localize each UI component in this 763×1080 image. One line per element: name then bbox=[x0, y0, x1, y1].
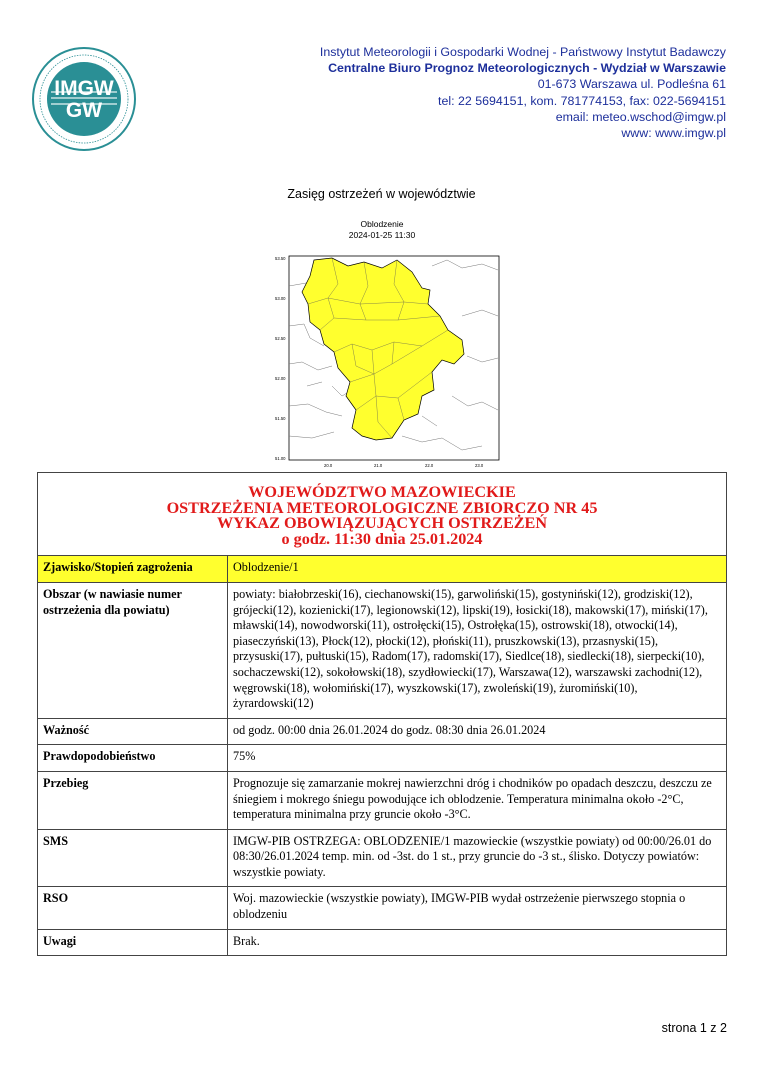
row-label: Prawdopodobieństwo bbox=[38, 745, 228, 772]
map-phenomenon: Oblodzenie bbox=[360, 219, 404, 229]
title-line: o godz. 11:30 dnia 25.01.2024 bbox=[281, 529, 483, 548]
lat-label: 52.00 bbox=[275, 376, 286, 381]
row-value: 75% bbox=[228, 745, 727, 772]
department-name: Centralne Biuro Prognoz Meteorologicznych - Wydział w Warszawie bbox=[328, 61, 726, 76]
table-row bbox=[38, 771, 727, 829]
row-label: RSO bbox=[38, 887, 228, 929]
warning-map bbox=[272, 246, 504, 472]
row-value: Prognozuje się zamarzanie mokrej nawierzchni dróg i chodników po opadach deszczu, deszczu ze śniegiem i mokrego śniegu powodujące ich oblodzenie. Temperatura minimalna około -2°C, temperatura minimalna przy gruncie około -3°C. bbox=[228, 771, 727, 829]
row-label: Zjawisko/Stopień zagrożenia bbox=[38, 556, 228, 583]
row-value: Brak. bbox=[228, 929, 727, 956]
lon-label: 22.0 bbox=[425, 463, 434, 468]
row-value: IMGW-PIB OSTRZEGA: OBLODZENIE/1 mazowieckie (wszystkie powiaty) od 00:00/26.01 do 08:30/26.01.2024 temp. min. od -3st. do 1 st., przy gruncie do -3 st., ślisko. Dotyczy powiatów: wszystkie powiaty. bbox=[228, 829, 727, 887]
title-line: WOJEWÓDZTWO MAZOWIECKIE bbox=[248, 483, 516, 501]
map-datetime: 2024-01-25 11:30 bbox=[348, 230, 416, 240]
svg-text:GW: GW bbox=[65, 99, 103, 122]
row-value: Woj. mazowieckie (wszystkie powiaty), IMGW-PIB wydał ostrzeżenie pierwszego stopnia o oblodzeniu bbox=[228, 887, 727, 929]
table-row bbox=[38, 829, 727, 887]
row-label: Przebieg bbox=[38, 771, 228, 829]
row-value: Oblodzenie/1 bbox=[228, 556, 727, 583]
row-label: Obszar (w nawiasie numer ostrzeżenia dla powiatu) bbox=[38, 582, 228, 718]
lon-label: 23.0 bbox=[475, 463, 484, 468]
email: email: meteo.wschod@imgw.pl bbox=[555, 109, 726, 124]
row-value: powiaty: białobrzeski(16), ciechanowski(15), garwoliński(15), gostyniński(12), grodziski(12), grójecki(12), kozienicki(17), legionowski(12), lipski(19), łosicki(18), makowski(17), miński(17), mławski(14), nowodworski(11), ostrołęcki(15), Ostrołęka(15), ostrowski(18), otwocki(14), piaseczyński(13), Płock(12), płocki(12), płoński(11), pruszkowski(13), przasnyski(15), przysuski(17), pułtuski(15), Radom(17), radomski(17), Siedlce(18), siedlecki(18), sierpecki(10), sochaczewski(12), sokołowski(18), szydłowiecki(17), Warszawa(12), warszawski zachodni(12), węgrowski(18), wołomiński(17), wyszkowski(17), zwoleński(19), żuromiński(10), żyrardowski(12) bbox=[228, 582, 727, 718]
row-label: Ważność bbox=[38, 718, 228, 745]
table-row bbox=[38, 718, 727, 745]
row-value: od godz. 00:00 dnia 26.01.2024 do godz. 08:30 dnia 26.01.2024 bbox=[228, 718, 727, 745]
lon-label: 20.0 bbox=[324, 463, 333, 468]
lat-label: 51.00 bbox=[275, 456, 286, 461]
row-label: SMS bbox=[38, 829, 228, 887]
title-line: WYKAZ OBOWIĄZUJĄCYCH OSTRZEŻEŃ bbox=[216, 514, 548, 533]
lat-label: 53.00 bbox=[275, 296, 286, 301]
table-row bbox=[38, 745, 727, 772]
map-title: Zasięg ostrzeżeń w województwie bbox=[287, 187, 476, 201]
map-caption bbox=[282, 219, 482, 241]
imgw-logo bbox=[31, 46, 137, 152]
title-line: OSTRZEŻENIA METEOROLOGICZNE ZBIORCZO NR 45 bbox=[166, 498, 598, 517]
address: 01-673 Warszawa ul. Podleśna 61 bbox=[537, 77, 726, 92]
row-label: Uwagi bbox=[38, 929, 228, 956]
institute-header bbox=[200, 44, 726, 141]
svg-text:IMGW: IMGW bbox=[54, 77, 114, 100]
website: www: www.imgw.pl bbox=[621, 126, 726, 141]
table-row bbox=[38, 887, 727, 929]
table-row bbox=[38, 929, 727, 956]
institute-name: Instytut Meteorologii i Gospodarki Wodnej - Państwowy Instytut Badawczy bbox=[319, 45, 726, 59]
phone: tel: 22 5694151, kom. 781774153, fax: 022-5694151 bbox=[438, 93, 726, 108]
lon-label: 21.0 bbox=[374, 463, 383, 468]
page-number: strona 1 z 2 bbox=[661, 1021, 727, 1035]
warnings-table bbox=[37, 472, 727, 956]
lat-label: 52.50 bbox=[275, 336, 286, 341]
table-row bbox=[38, 582, 727, 718]
lat-label: 53.50 bbox=[275, 256, 286, 261]
lat-label: 51.50 bbox=[275, 416, 286, 421]
table-row bbox=[38, 556, 727, 583]
table-title bbox=[38, 473, 727, 556]
